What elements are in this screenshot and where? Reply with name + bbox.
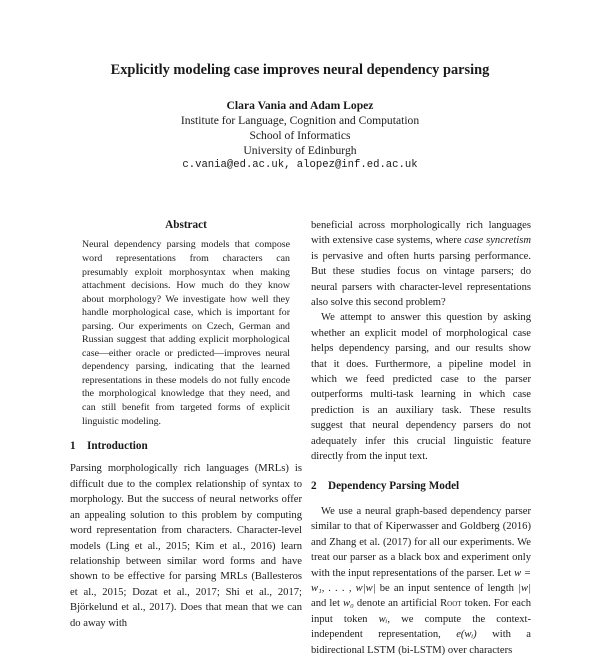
affiliation-line: University of Edinburgh [243,144,357,158]
text-span: and let [311,598,340,610]
introduction-paragraph: Parsing morphologically rich languages (MRLs) is difficult due to the complex relationship of syntax to morphology. But the success of neural networks offer an appealing solution to this problem by computing word representation from characters. Character-level models (Ling et al., 2015; Kim et al., 2016) learn relationship between similar word forms and have shown to be effective for parsing MRLs (Ballesteros et al., 2015; Dozat et al., 2017; Shi et al., 2017; Björkelund et al., 2017). Does that mean that we can do away with [70,463,302,629]
right-column [311,218,531,658]
math-expression: e(wᵢ) [456,629,477,641]
text-span: denote an artificial [356,598,438,610]
affiliation-line: Institute for Language, Cognition and Computation [180,114,420,128]
author-names: Clara Vania and Adam Lopez [226,99,374,112]
abstract-text: Neural dependency parsing models that compose word representations from characters can presumably exploit morphosyntax when making attachment decisions. How much do they know about morphology? We investigate how well they handle morphological case, which is important for parsing. Our experiments on Czech, German and Russian suggest that adding explicit morphological case—either oracle or predicted—improves neural dependency parsing, indicating that the learned representations in these models do not fully encode the morphological knowledge that they need, and can still benefit from targeted forms of explicit linguistic modeling. [82,239,290,427]
text-span: token. For each input token [311,598,532,625]
math-expression: w₀ [343,598,354,610]
body-paragraph [311,218,531,310]
author-emails: c.vania@ed.ac.uk, alopez@inf.ed.ac.uk [182,159,418,172]
section-title: Dependency Parsing Model [328,479,460,492]
section-number: 1 [70,440,76,453]
section-number: 2 [311,479,317,492]
text-span: We use a neural graph-based dependency parser similar to that of Kiperwasser and Goldberg (2016) and Zhang et al. (2017) for all our experiments. We treat our parser as a black box and experiment only with the input representations of the parser. Let [311,505,531,579]
math-expression: |w| [518,582,531,594]
section-heading-dependency-parsing-model [311,479,531,494]
paper-title: Explicitly modeling case improves neural dependency parsing [110,62,490,78]
text-span: is pervasive and often hurts parsing performance. But these studies focus on vintage parsers; do neural parsers with character-level representations also solve this second problem? [311,250,531,309]
left-column [70,218,302,631]
affiliation-line: School of Informatics [249,129,351,143]
text-span: be an input sentence of length [379,582,514,594]
root-token: Root [440,598,462,610]
body-paragraph: We attempt to answer this question by asking whether an explicit model of morphological case helps dependency parsing, and our results show that it does. Furthermore, a pipeline model in which we feed predicted case to the parser outperforms multi-task learning in which case prediction is an auxiliary task. These results suggest that neural dependency parsers do not adequately infer this crucial linguistic feature directly from the input text. [311,312,531,463]
emphasized-term: case syncretism [464,235,531,247]
author-block [0,98,600,173]
section-heading-introduction [70,439,302,454]
math-expression: w = w₁, . . . , w|w| [311,567,531,594]
abstract-heading: Abstract [165,219,207,231]
text-span: with a bidirectional LSTM (bi-LSTM) over characters [311,629,532,656]
section-title: Introduction [87,440,148,453]
math-expression: wᵢ [378,613,388,625]
text-span: beneficial across morphologically rich languages with extensive case systems, where [311,220,531,247]
text-span: , we compute the context-independent representation, [311,613,531,641]
section-paragraph [311,504,531,658]
